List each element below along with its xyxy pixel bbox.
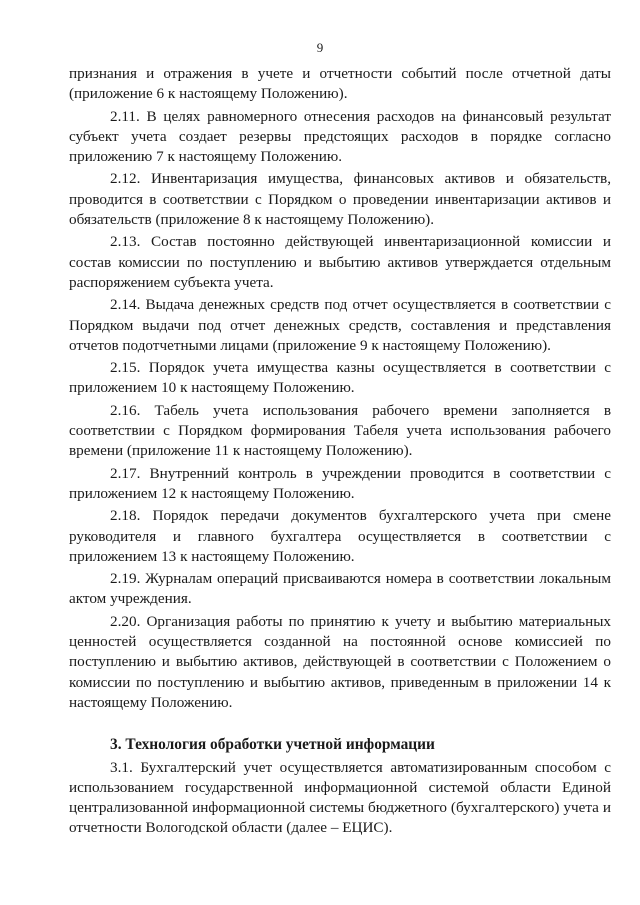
section-3-heading: 3. Технология обработки учетной информации	[110, 736, 435, 754]
paragraph-2-12: 2.12. Инвентаризация имущества, финансовых активов и обязательств, проводится в соответствии с Порядком о проведении инвентаризации активов и обязательств (приложение 8 к настоящему Положению).	[69, 170, 611, 229]
paragraph-2-16: 2.16. Табель учета использования рабочего времени заполняется в соответствии с Порядком формирования Табеля учета использования рабочего времени (приложение 11 к настоящему Положению).	[69, 401, 611, 460]
paragraph-2-20: 2.20. Организация работы по принятию к учету и выбытию материальных ценностей осуществляется созданной на постоянной основе комиссией по поступлению и выбытию активов, действующей в соответствии с Положением о комиссии по поступлению и выбытию активов, приведенным в приложении 14 к настоящему Положению.	[69, 612, 611, 711]
paragraph-3-1: 3.1. Бухгалтерский учет осуществляется автоматизированным способом с использованием государственной информационной системой области Единой централизованной информационной системы бюджетного (бухгалтерского) учета и отчетности Вологодской области (далее – ЕЦИС).	[69, 758, 611, 837]
paragraph-2-18: 2.18. Порядок передачи документов бухгалтерского учета при смене руководителя и главного бухгалтера осуществляется в соответствии с приложением 13 к настоящему Положению.	[69, 507, 611, 565]
page-number: 9	[316, 40, 324, 55]
paragraph-2-11: 2.11. В целях равномерного отнесения расходов на финансовый результат субъект учета создает резервы предстоящих расходов в порядке согласно приложению 7 к настоящему Положению.	[69, 107, 611, 166]
paragraph-2-15: 2.15. Порядок учета имущества казны осуществляется в соответствии с приложением 10 к настоящему Положению.	[69, 359, 611, 397]
paragraph-2-17: 2.17. Внутренний контроль в учреждении проводится в соответствии с приложением 12 к настоящему Положению.	[69, 464, 611, 502]
paragraph-continuation: признания и отражения в учете и отчетности событий после отчетной даты (приложение 6 к настоящему Положению).	[69, 65, 611, 103]
paragraph-2-13: 2.13. Состав постоянно действующей инвентаризационной комиссии и состав комиссии по поступлению и выбытию активов утверждается отдельным распоряжением субъекта учета.	[69, 233, 611, 291]
paragraph-2-14: 2.14. Выдача денежных средств под отчет осуществляется в соответствии с Порядком выдачи под отчет денежных средств, составления и представления отчетов подотчетными лицами (приложение 9 к настоящему Положению).	[69, 296, 611, 354]
document-body	[69, 64, 611, 841]
paragraph-2-19: 2.19. Журналам операций присваиваются номера в соответствии локальным актом учреждения.	[69, 570, 611, 608]
